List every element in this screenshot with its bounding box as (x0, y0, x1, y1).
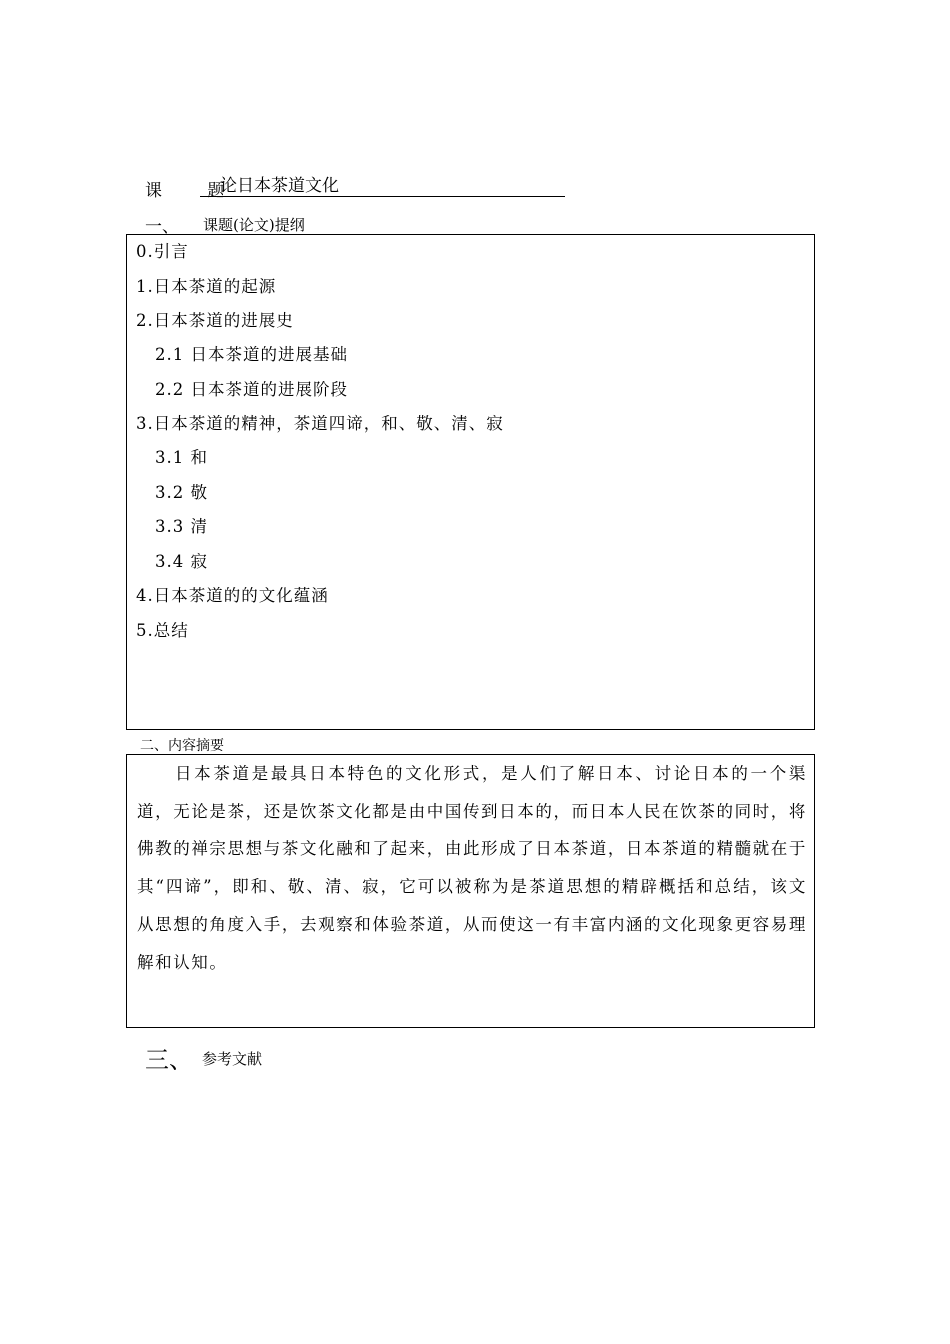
outline-item: 0.引言 (136, 242, 189, 261)
outline-item: 2.2 日本茶道的进展阶段 (155, 380, 348, 399)
section1-number: 一、 (145, 217, 179, 237)
topic-label: 课 题 (145, 181, 245, 201)
outline-item: 2.1 日本茶道的进展基础 (155, 345, 348, 364)
outline-box (126, 234, 815, 730)
outline-item: 5.总结 (136, 621, 189, 640)
outline-item: 2.日本茶道的进展史 (136, 311, 294, 330)
outline-item: 3.1 和 (155, 448, 208, 467)
outline-item: 3.4 寂 (155, 552, 208, 571)
outline-item: 1.日本茶道的起源 (136, 277, 277, 296)
section2-title: 二、内容摘要 (140, 738, 224, 754)
topic-value: 论日本茶道文化 (200, 176, 565, 197)
abstract-box (126, 754, 815, 1028)
abstract-text: 日本茶道是最具日本特色的文化形式，是人们了解日本、讨论日本的一个渠道，无论是茶，还是饮茶文化都是由中国传到日本的，而日本人民在饮茶的同时，将佛教的禅宗思想与茶文化融和了起来，由此形成了日本茶道，日本茶道的精髓就在于其“四谛”，即和、敬、清、寂，它可以被称为是茶道思想的精辟概括和总结，该文从思想的角度入手，去观察和体验茶道，从而使这一有丰富内涵的文化现象更容易理解和认知。 (137, 764, 807, 972)
outline-item: 3.3 清 (155, 517, 208, 536)
outline-item: 3.日本茶道的精神，茶道四谛，和、敬、清、寂 (136, 414, 504, 433)
outline-item: 4.日本茶道的的文化蕴涵 (136, 586, 329, 605)
outline-item: 3.2 敬 (155, 483, 208, 502)
section1-title: 课题(论文)提纲 (203, 216, 305, 234)
section3-number: 三、 (145, 1046, 193, 1074)
section3-title: 参考文献 (202, 1050, 263, 1068)
